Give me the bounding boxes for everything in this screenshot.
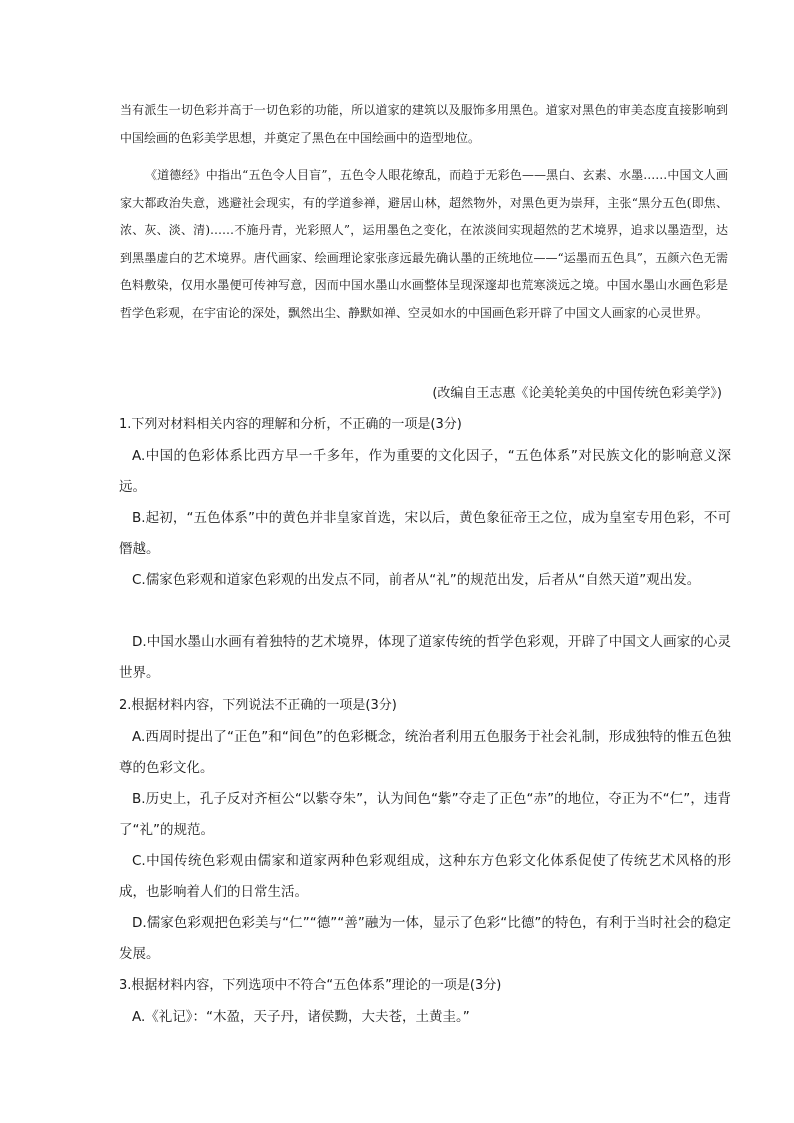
question-1-option-b: B.起初，“五色体系”中的黄色并非皇家首选，宋以后，黄色象征帝王之位，成为皇室专用色彩，不可僭越。 [119, 510, 731, 557]
question-3-option-a: A.《礼记》：“木盈，天子丹，诸侯黝，大夫苍，土黄圭。” [132, 1009, 470, 1025]
passage-paragraph-2: 《道德经》中指出“五色令人目盲”，五色令人眼花缭乱，而趋于无彩色——黑白、玄素、水墨……中国文人画家大都政治失意，逃避社会现实，有的学道参禅，避居山林，超然物外，对黑色更为崇拜，主张“黑分五色(即焦、浓、灰、淡、清)……不施丹青，光彩照人”，运用墨色之变化，在浓淡间实现超然的艺术境界，追求以墨造型，达到黑墨虚白的艺术境界。唐代画家、绘画理论家张彦远最先确认墨的正统地位——“运墨而五色具”，五颜六色无需色料敷染，仅用水墨便可传神写意，因而中国水墨山水画整体呈现深邃却也荒寒淡远之境。中国水墨山水画色彩是哲学色彩观，在宇宙论的深处，飘然出尘、静默如禅、空灵如水的中国画色彩开辟了中国文人画家的心灵世界。 [120, 168, 728, 320]
source-citation: (改编自王志惠《论美轮美奂的中国传统色彩美学》) [432, 386, 722, 401]
question-2-option-a: A.西周时提出了“正色”和“间色”的色彩概念，统治者利用五色服务于社会礼制，形成独特的惟五色独尊的色彩文化。 [119, 729, 731, 776]
question-2-option-d: D.儒家色彩观把色彩美与“仁”“德”“善”融为一体，显示了色彩“比德”的特色，有利于当时社会的稳定发展。 [119, 915, 731, 962]
question-1-option-c: C.儒家色彩观和道家色彩观的出发点不同，前者从“礼”的规范出发，后者从“自然天道”观出发。 [132, 572, 701, 588]
question-1-stem: 1.下列对材料相关内容的理解和分析，不正确的一项是(3分) [119, 417, 462, 432]
question-2-option-c: C.中国传统色彩观由儒家和道家两种色彩观组成，这种东方色彩文化体系促使了传统艺术风格的形成，也影响着人们的日常生活。 [119, 853, 731, 900]
question-3-stem: 3.根据材料内容，下列选项中不符合“五色体系”理论的一项是(3分) [119, 978, 502, 993]
question-1-option-a: A.中国的色彩体系比西方早一千多年，作为重要的文化因子，“五色体系”对民族文化的影响意义深远。 [119, 448, 731, 495]
passage-paragraph-1: 当有派生一切色彩并高于一切色彩的功能，所以道家的建筑以及服饰多用黑色。道家对黑色的审美态度直接影响到中国绘画的色彩美学思想，并奠定了黑色在中国绘画中的造型地位。 [120, 103, 728, 145]
question-2-stem: 2.根据材料内容，下列说法不正确的一项是(3分) [119, 698, 397, 713]
question-2-option-b: B.历史上，孔子反对齐桓公“以紫夺朱”，认为间色“紫”夺走了正色“赤”的地位，夺正为不“仁”，违背了“礼”的规范。 [119, 791, 731, 838]
question-1-option-d: D.中国水墨山水画有着独特的艺术境界，体现了道家传统的哲学色彩观，开辟了中国文人画家的心灵世界。 [119, 634, 731, 681]
